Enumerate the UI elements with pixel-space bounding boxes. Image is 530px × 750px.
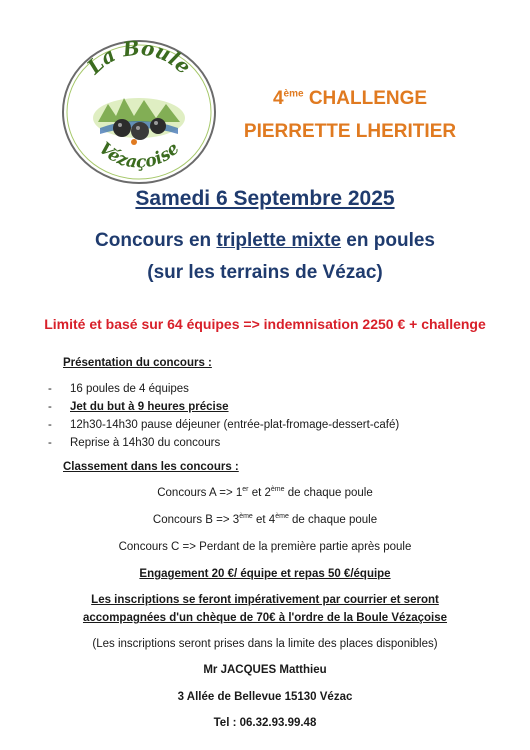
concours-title-part3: en poules	[341, 230, 435, 251]
concours-a-suffix: de chaque poule	[284, 487, 373, 499]
engagement-fee: Engagement 20 €/ équipe et repas 50 €/équipe	[139, 568, 391, 580]
concours-b-sup2: ème	[275, 513, 289, 521]
concours-a-mid: et 2	[248, 487, 271, 499]
inscriptions-line-1: Les inscriptions se feront impérativement par courrier et seront	[91, 594, 439, 606]
presentation-list	[48, 380, 399, 452]
club-logo-emblem	[60, 38, 218, 186]
petanque-ball-icon	[113, 119, 131, 137]
list-item-text: Jet du but à 9 heures précise	[70, 401, 229, 413]
list-item	[48, 434, 399, 452]
concours-a-sup1: er	[242, 486, 249, 494]
challenge-number-heading	[250, 88, 450, 110]
contact-phone: Tel : 06.32.93.99.48	[213, 717, 317, 729]
challenge-word: CHALLENGE	[303, 88, 428, 109]
concours-b-sup1: ème	[239, 513, 253, 521]
classement-heading: Classement dans les concours :	[63, 461, 239, 473]
contact-address: 3 Allée de Bellevue 15130 Vézac	[177, 691, 353, 703]
concours-c-line: Concours C => Perdant de la première partie après poule	[118, 541, 412, 553]
concours-a-sup2: ème	[270, 486, 285, 494]
concours-b-line	[0, 514, 530, 526]
concours-a-prefix: Concours A => 1	[157, 487, 243, 499]
challenge-number-suffix: ème	[283, 88, 304, 100]
concours-title	[0, 230, 530, 252]
jack-icon	[131, 139, 137, 145]
inscriptions-note: (Les inscriptions seront prises dans la limite des places disponibles)	[92, 638, 438, 650]
logo-bottom-text: Vézaçoise	[94, 138, 184, 173]
club-logo	[60, 38, 218, 186]
petanque-ball-icon	[150, 118, 166, 134]
team-limit-notice: Limité et basé sur 64 équipes => indemnisation 2250 € + challenge	[44, 316, 486, 332]
presentation-heading: Présentation du concours :	[63, 357, 212, 369]
logo-top-text: La Boule	[82, 38, 196, 79]
inscriptions-line-2: accompagnées d'un chèque de 70€ à l'ordre de la Boule Vézaçoise	[82, 612, 448, 624]
list-item-text: 12h30-14h30 pause déjeuner (entrée-plat-fromage-dessert-café)	[70, 419, 400, 431]
concours-b-prefix: Concours B => 3	[152, 514, 240, 526]
event-date: Samedi 6 Septembre 2025	[135, 187, 395, 210]
list-item-text: 16 poules de 4 équipes	[70, 383, 189, 395]
concours-b-suffix: de chaque poule	[288, 514, 378, 526]
concours-format: triplette mixte	[216, 230, 342, 251]
contact-name: Mr JACQUES Matthieu	[203, 664, 327, 676]
challenge-number: 4	[272, 88, 284, 109]
petanque-ball-icon	[131, 122, 149, 140]
concours-a-line	[0, 487, 530, 499]
list-item	[48, 416, 399, 434]
list-item	[48, 398, 399, 416]
list-item	[48, 380, 399, 398]
concours-title-part1: Concours en	[95, 230, 217, 251]
concours-location: (sur les terrains de Vézac)	[147, 262, 383, 283]
list-item-text: Reprise à 14h30 du concours	[70, 437, 221, 449]
challenge-name-heading: PIERRETTE LHERITIER	[243, 121, 457, 142]
concours-b-mid: et 4	[252, 514, 276, 526]
